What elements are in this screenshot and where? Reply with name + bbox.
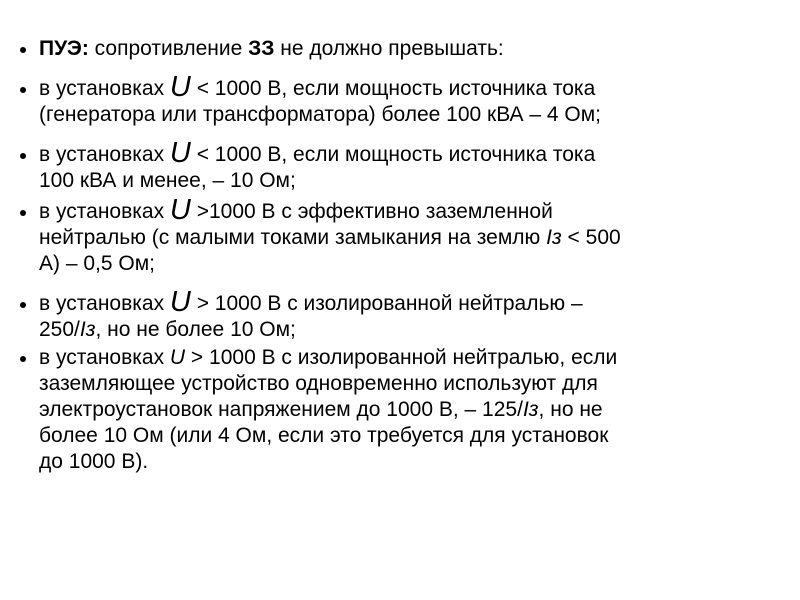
voltage-symbol: U (169, 346, 186, 369)
bullet-item-under-1000-up-to-100kva (20, 137, 790, 194)
zz-term: ЗЗ (248, 37, 275, 60)
bullet-text: электроустановок напряжением до 1000 В, – 125/ (39, 398, 523, 421)
voltage-symbol: U (169, 194, 191, 226)
current-symbol: I (546, 226, 552, 249)
voltage-symbol: U (169, 137, 191, 169)
current-symbol: I (79, 318, 86, 341)
bullet-text: (генератора или трансформатора) более 100 кВА – 4 Ом; (39, 103, 601, 126)
bullet-text: > 1000 В с изолированной нейтралью – (190, 292, 583, 315)
bullet-text: >1000 В с эффективно заземленной (190, 200, 553, 223)
voltage-symbol: U (169, 286, 191, 318)
bullet-text: заземляющее устройство одновременно используют для (39, 372, 598, 395)
bullet-text: в установках (39, 77, 170, 100)
bullet-text: А) – 0,5 Ом; (39, 252, 155, 275)
bullet-dot-icon (20, 210, 26, 216)
bullet-text: более 10 Ом (или 4 Ом, если это требуется для установок (39, 424, 609, 447)
bullet-item-over-1000-isolated-neutral (20, 286, 790, 343)
bullet-text: до 1000 В). (39, 450, 149, 473)
bullet-text: в установках (39, 143, 170, 166)
bullet-text: < 500 (561, 226, 621, 249)
bullet-text: не должно превышать: (274, 37, 504, 60)
bullet-dot-icon (20, 302, 26, 308)
bullet-text: , но не (538, 398, 603, 421)
bullet-text: в установках (39, 346, 170, 369)
bullet-item-pue (20, 36, 790, 62)
bullet-dot-icon (20, 87, 26, 93)
bullet-dot-icon (20, 153, 26, 159)
bullet-text: сопротивление (88, 37, 249, 60)
bullet-text: < 1000 В, если мощность источника тока (190, 143, 596, 166)
bullet-text: 100 кВА и менее, – 10 Ом; (39, 169, 296, 192)
bullet-dot-icon (20, 47, 26, 53)
pue-label: ПУЭ: (39, 37, 89, 60)
bullet-text: в установках (39, 292, 170, 315)
bullet-item-over-1000-effective-neutral (20, 194, 790, 277)
bullet-text: , но не более 10 Ом; (95, 318, 296, 341)
current-subscript: з (551, 226, 562, 249)
bullet-text: в установках (39, 200, 170, 223)
bullet-text: < 1000 В, если мощность источника тока (190, 77, 596, 100)
current-symbol: I (522, 398, 529, 421)
bullet-item-under-1000-over-100kva (20, 71, 790, 128)
current-subscript: з (85, 318, 96, 341)
bullet-text: 250/ (39, 318, 80, 341)
bullet-item-over-1000-shared-grounding (20, 345, 790, 475)
bullet-text: > 1000 В с изолированной нейтралью, если (185, 346, 618, 369)
current-subscript: з (528, 398, 539, 421)
bullet-dot-icon (20, 356, 26, 362)
bullet-list (20, 36, 790, 489)
bullet-text: нейтралью (с малыми токами замыкания на землю (39, 226, 547, 249)
voltage-symbol: U (169, 71, 191, 103)
